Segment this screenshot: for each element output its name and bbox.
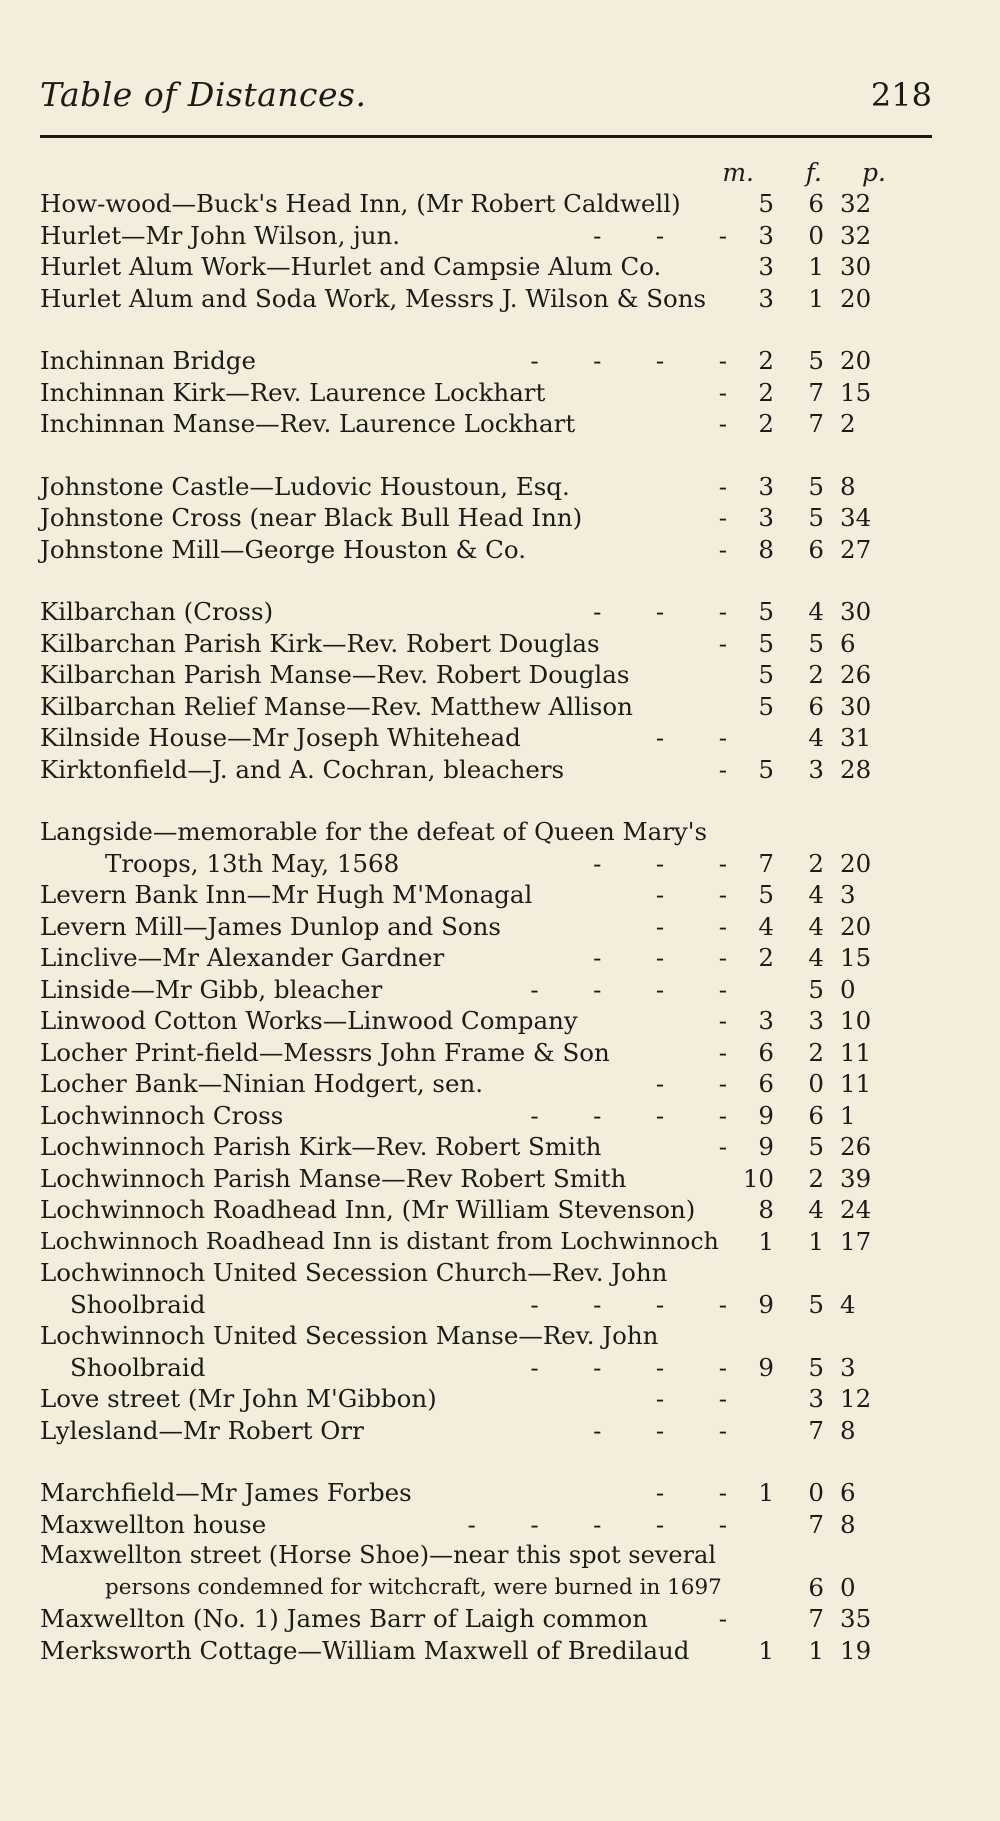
poles-value: 17: [840, 1226, 872, 1256]
miles-value: 5: [758, 597, 774, 626]
furlongs-value: 5: [808, 346, 824, 375]
furlongs-value: 1: [808, 1226, 824, 1256]
furlongs-value: 1: [808, 283, 824, 313]
place-entry: Locher Print-field—Messrs John Frame & Son: [40, 1037, 610, 1067]
furlongs-value: 4: [808, 911, 824, 941]
table-row: [40, 1477, 932, 1509]
miles-value: 3: [758, 220, 774, 250]
place-entry: Marchfield—Mr James Forbes: [40, 1478, 412, 1507]
miles-value: 4: [758, 911, 774, 941]
table-row: [40, 1226, 932, 1258]
miles-value: 3: [758, 471, 774, 501]
miles-value: 10: [742, 1163, 774, 1193]
table-row: [40, 628, 932, 660]
poles-value: 11: [840, 1069, 872, 1098]
section-gap: [40, 314, 932, 345]
table-row: [40, 471, 932, 503]
leader-dashes: -: [718, 628, 727, 658]
furlongs-value: 5: [808, 503, 824, 532]
furlongs-value: 6: [808, 1572, 824, 1602]
poles-value: 32: [840, 189, 872, 218]
furlongs-value: 5: [808, 1132, 824, 1161]
miles-value: 2: [758, 409, 774, 438]
poles-value: 35: [840, 1604, 872, 1633]
place-entry: Lochwinnoch Parish Manse—Rev Robert Smith: [40, 1163, 627, 1193]
page-number: 218: [870, 76, 932, 114]
furlongs-value: 1: [808, 252, 824, 281]
table-row: [40, 816, 932, 848]
miles-value: 5: [758, 754, 774, 784]
leader-dashes: - -: [655, 911, 727, 941]
leader-dashes: -: [718, 1604, 727, 1633]
table-row: [40, 408, 932, 440]
table-row: [40, 502, 932, 534]
leader-dashes: - -: [655, 880, 727, 909]
table-row: [40, 1163, 932, 1195]
poles-value: 12: [840, 1384, 872, 1413]
poles-value: 39: [840, 1163, 872, 1193]
furlongs-value: 4: [808, 943, 824, 972]
miles-value: 5: [758, 628, 774, 658]
table-row: [40, 879, 932, 911]
place-entry: Linclive—Mr Alexander Gardner: [40, 943, 445, 972]
leader-dashes: - - -: [593, 597, 727, 626]
place-entry: Love street (Mr John M'Gibbon): [40, 1384, 437, 1413]
furlongs-value: 0: [808, 1478, 824, 1507]
poles-value: 19: [840, 1635, 872, 1665]
poles-value: 8: [840, 471, 856, 501]
furlongs-value: 7: [808, 377, 824, 407]
leader-dashes: - - - -: [530, 1100, 727, 1130]
leader-dashes: - -: [655, 1384, 727, 1413]
miles-value: 9: [758, 1289, 774, 1319]
furlongs-value: 5: [808, 1289, 824, 1319]
table-row: [40, 1037, 932, 1069]
furlongs-value: 1: [808, 1635, 824, 1665]
place-entry: Lochwinnoch United Secession Church—Rev. John: [40, 1258, 668, 1287]
place-entry: Levern Mill—James Dunlop and Sons: [40, 911, 502, 941]
place-entry: Maxwellton house: [40, 1509, 267, 1539]
leader-dashes: -: [718, 377, 727, 407]
poles-value: 27: [840, 534, 872, 564]
table-row: [40, 1383, 932, 1415]
miles-value: 9: [758, 1100, 774, 1130]
place-entry: Inchinnan Bridge: [40, 346, 256, 375]
leader-dashes: - - -: [593, 848, 727, 878]
poles-value: 0: [840, 1572, 856, 1602]
table-row: [40, 1194, 932, 1226]
place-entry: Hurlet—Mr John Wilson, jun.: [40, 220, 401, 250]
table-row: [40, 754, 932, 786]
leader-dashes: - - - -: [530, 974, 727, 1004]
poles-value: 15: [840, 377, 872, 407]
place-entry: Kilbarchan Relief Manse—Rev. Matthew Allison: [40, 691, 633, 721]
place-entry: Merksworth Cottage—William Maxwell of Bredilaud: [40, 1635, 690, 1665]
poles-value: 15: [840, 943, 872, 972]
place-entry: Maxwellton street (Horse Shoe)—near this spot several: [40, 1541, 717, 1569]
miles-value: 3: [758, 283, 774, 313]
poles-value: 31: [840, 723, 872, 752]
miles-value: 2: [758, 377, 774, 407]
table-row: [40, 974, 932, 1006]
table-row: [40, 911, 932, 943]
furlongs-value: 6: [808, 534, 824, 564]
header-rule: [40, 135, 932, 138]
table-row: [40, 1131, 932, 1163]
page-title: Table of Distances.: [40, 75, 367, 114]
table-row: [40, 345, 932, 377]
miles-value: 5: [758, 880, 774, 909]
table-row: [40, 691, 932, 723]
furlongs-value: 4: [808, 1195, 824, 1224]
place-entry: Johnstone Castle—Ludovic Houstoun, Esq.: [40, 471, 570, 501]
leader-dashes: -: [718, 1132, 727, 1161]
furlongs-value: 5: [808, 1352, 824, 1382]
place-entry: How-wood—Buck's Head Inn, (Mr Robert Caldwell): [40, 189, 681, 218]
poles-value: 10: [840, 1006, 872, 1035]
place-entry: Lylesland—Mr Robert Orr: [40, 1415, 364, 1445]
place-entry: Johnstone Cross (near Black Bull Head Inn): [40, 503, 583, 532]
place-entry: persons condemned for witchcraft, were burned in 1697: [105, 1574, 722, 1600]
poles-value: 4: [840, 1289, 856, 1319]
poles-value: 8: [840, 1509, 856, 1539]
miles-value: 5: [758, 189, 774, 218]
place-entry: Kilbarchan (Cross): [40, 597, 274, 626]
leader-dashes: - - - -: [530, 1352, 727, 1382]
poles-value: 30: [840, 252, 872, 281]
column-header-poles: p.: [862, 158, 886, 187]
poles-value: 6: [840, 1478, 856, 1507]
place-entry: Inchinnan Manse—Rev. Laurence Lockhart: [40, 409, 576, 438]
miles-value: 3: [758, 503, 774, 532]
place-entry: Maxwellton (No. 1) James Barr of Laigh common: [40, 1604, 649, 1633]
table-row: [40, 722, 932, 754]
furlongs-value: 0: [808, 1069, 824, 1098]
place-entry: Kilbarchan Parish Manse—Rev. Robert Douglas: [40, 660, 630, 689]
leader-dashes: -: [718, 1037, 727, 1067]
place-entry: Shoolbraid: [70, 1352, 206, 1382]
place-entry: Hurlet Alum and Soda Work, Messrs J. Wilson & Sons: [40, 283, 707, 313]
table-row: [40, 848, 932, 880]
leader-dashes: - -: [655, 723, 727, 752]
leader-dashes: - - - -: [530, 346, 727, 375]
miles-value: 6: [758, 1037, 774, 1067]
poles-value: 1: [840, 1100, 856, 1130]
poles-value: 2: [840, 409, 856, 438]
place-entry: Linside—Mr Gibb, bleacher: [40, 974, 383, 1004]
leader-dashes: -: [718, 503, 727, 532]
leader-dashes: -: [718, 409, 727, 438]
poles-value: 26: [840, 1132, 872, 1161]
poles-value: 34: [840, 503, 872, 532]
place-entry: Hurlet Alum Work—Hurlet and Campsie Alum Co.: [40, 252, 662, 281]
leader-dashes: -: [718, 534, 727, 564]
place-entry: Lochwinnoch Roadhead Inn is distant from Lochwinnoch: [40, 1226, 719, 1255]
furlongs-value: 6: [808, 189, 824, 218]
miles-value: 8: [758, 534, 774, 564]
furlongs-value: 6: [808, 691, 824, 721]
table-row: [40, 1352, 932, 1384]
furlongs-value: 7: [808, 1509, 824, 1539]
furlongs-value: 3: [808, 754, 824, 784]
place-entry: Kilbarchan Parish Kirk—Rev. Robert Douglas: [40, 628, 600, 658]
miles-value: 3: [758, 252, 774, 281]
miles-value: 2: [758, 346, 774, 375]
poles-value: 24: [840, 1195, 872, 1224]
poles-value: 20: [840, 848, 872, 878]
miles-value: 9: [758, 1132, 774, 1161]
poles-value: 30: [840, 597, 872, 626]
leader-dashes: - - - - -: [467, 1509, 727, 1539]
table-row: [40, 1509, 932, 1541]
place-entry: Langside—memorable for the defeat of Queen Mary's: [40, 817, 708, 846]
furlongs-value: 5: [808, 974, 824, 1004]
table-row: [40, 188, 932, 220]
poles-value: 11: [840, 1037, 872, 1067]
miles-value: 2: [758, 943, 774, 972]
poles-value: 6: [840, 628, 856, 658]
section-gap: [40, 565, 932, 596]
furlongs-value: 7: [808, 409, 824, 438]
poles-value: 32: [840, 220, 872, 250]
poles-value: 28: [840, 754, 872, 784]
place-entry: Kirktonfield—J. and A. Cochran, bleachers: [40, 754, 565, 784]
place-entry: Lochwinnoch Cross: [40, 1100, 284, 1130]
table-row: [40, 1635, 932, 1667]
table-row: [40, 283, 932, 315]
miles-value: 5: [758, 660, 774, 689]
leader-dashes: - - -: [593, 1415, 727, 1445]
distance-table: [40, 188, 932, 1666]
poles-value: 26: [840, 660, 872, 689]
section-gap: [40, 440, 932, 471]
furlongs-value: 4: [808, 723, 824, 752]
place-entry: Troops, 13th May, 1568: [105, 848, 400, 878]
poles-value: 30: [840, 691, 872, 721]
furlongs-value: 4: [808, 880, 824, 909]
poles-value: 20: [840, 283, 872, 313]
furlongs-value: 2: [808, 1163, 824, 1193]
poles-value: 3: [840, 880, 856, 909]
miles-value: 1: [758, 1635, 774, 1665]
section-gap: [40, 785, 932, 816]
furlongs-value: 4: [808, 597, 824, 626]
table-row: [40, 659, 932, 691]
poles-value: 8: [840, 1415, 856, 1445]
furlongs-value: 2: [808, 1037, 824, 1067]
place-entry: Levern Bank Inn—Mr Hugh M'Monagal: [40, 880, 533, 909]
poles-value: 20: [840, 911, 872, 941]
leader-dashes: -: [718, 754, 727, 784]
place-entry: Shoolbraid: [70, 1289, 206, 1319]
leader-dashes: - - - -: [530, 1289, 727, 1319]
table-row: [40, 596, 932, 628]
poles-value: 20: [840, 346, 872, 375]
place-entry: Lochwinnoch Parish Kirk—Rev. Robert Smith: [40, 1132, 602, 1161]
table-row: [40, 942, 932, 974]
furlongs-value: 5: [808, 628, 824, 658]
miles-value: 3: [758, 1006, 774, 1035]
furlongs-value: 2: [808, 660, 824, 689]
miles-value: 5: [758, 691, 774, 721]
miles-value: 1: [758, 1478, 774, 1507]
section-gap: [40, 1446, 932, 1477]
leader-dashes: - - -: [593, 220, 727, 250]
furlongs-value: 3: [808, 1384, 824, 1413]
table-row: [40, 1603, 932, 1635]
furlongs-value: 6: [808, 1100, 824, 1130]
place-entry: Locher Bank—Ninian Hodgert, sen.: [40, 1069, 484, 1098]
table-row: [40, 1415, 932, 1447]
poles-value: 0: [840, 974, 856, 1004]
miles-value: 7: [758, 848, 774, 878]
column-header-furlongs: f.: [805, 158, 822, 187]
place-entry: Lochwinnoch Roadhead Inn, (Mr William Stevenson): [40, 1195, 696, 1224]
table-row: [40, 1100, 932, 1132]
poles-value: 3: [840, 1352, 856, 1382]
place-entry: Inchinnan Kirk—Rev. Laurence Lockhart: [40, 377, 546, 407]
miles-value: 8: [758, 1195, 774, 1224]
table-row: [40, 220, 932, 252]
column-header-miles: m.: [722, 158, 754, 187]
furlongs-value: 0: [808, 220, 824, 250]
table-row: [40, 534, 932, 566]
leader-dashes: - - -: [593, 943, 727, 972]
furlongs-value: 2: [808, 848, 824, 878]
leader-dashes: - -: [655, 1478, 727, 1507]
place-entry: Lochwinnoch United Secession Manse—Rev. John: [40, 1321, 659, 1350]
furlongs-value: 7: [808, 1604, 824, 1633]
leader-dashes: -: [718, 1006, 727, 1035]
table-row: [40, 1289, 932, 1321]
miles-value: 1: [758, 1226, 774, 1256]
furlongs-value: 3: [808, 1006, 824, 1035]
column-headers: [40, 155, 932, 187]
miles-value: 9: [758, 1352, 774, 1382]
table-row: [40, 251, 932, 283]
place-entry: Linwood Cotton Works—Linwood Company: [40, 1006, 578, 1035]
furlongs-value: 7: [808, 1415, 824, 1445]
leader-dashes: -: [718, 471, 727, 501]
page-header: [40, 68, 932, 120]
table-row: [40, 1572, 932, 1604]
table-row: [40, 1320, 932, 1352]
leader-dashes: - -: [655, 1069, 727, 1098]
miles-value: 6: [758, 1069, 774, 1098]
table-row: [40, 1005, 932, 1037]
table-row: [40, 1068, 932, 1100]
furlongs-value: 5: [808, 471, 824, 501]
place-entry: Johnstone Mill—George Houston & Co.: [40, 534, 527, 564]
table-row: [40, 377, 932, 409]
place-entry: Kilnside House—Mr Joseph Whitehead: [40, 723, 521, 752]
table-row: [40, 1257, 932, 1289]
table-row: [40, 1540, 932, 1572]
